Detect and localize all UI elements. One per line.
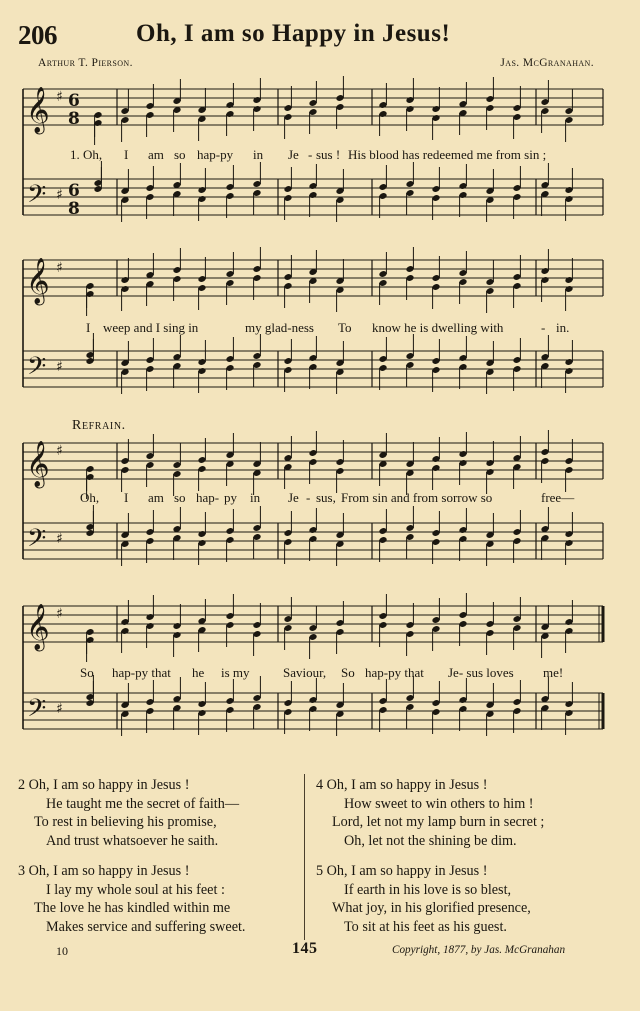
- lyric-syllable: so: [174, 147, 186, 162]
- verse-line: Oh, let not the shining be dim.: [344, 832, 517, 849]
- verse-line: 3 Oh, I am so happy in Jesus !: [18, 863, 190, 879]
- verse-3: [18, 862, 245, 936]
- lyric-syllable: To: [338, 320, 352, 335]
- time-signature: 6: [68, 91, 80, 111]
- lyric-syllable: Oh,: [80, 490, 100, 505]
- lyric-syllable: -: [306, 490, 311, 505]
- page-number: 145: [292, 940, 318, 957]
- lyric-syllable: in: [250, 490, 261, 505]
- time-signature: 8: [68, 109, 80, 129]
- verse-line: If earth in his love is so blest,: [344, 881, 512, 898]
- time-signature: 8: [68, 199, 80, 219]
- lyric-syllable: Je- sus loves: [448, 665, 514, 680]
- lyric-syllable: hap-py that: [365, 665, 424, 680]
- verse-line: 5 Oh, I am so happy in Jesus !: [316, 863, 488, 879]
- lyric-syllable: Saviour,: [283, 665, 327, 680]
- lyric-syllable: hap-py that: [112, 665, 171, 680]
- sharp-icon: ♯: [56, 359, 63, 375]
- lyric-syllable: hap-: [196, 490, 220, 505]
- lyric-syllable: -: [541, 320, 546, 335]
- lyric-syllable: So: [341, 665, 355, 680]
- lyric-syllable: sus,: [316, 490, 336, 505]
- lyric-syllable: Je: [288, 147, 299, 162]
- clef-icon: 𝄢: [27, 524, 47, 559]
- lyric-syllable: free—: [541, 490, 575, 505]
- lyric-syllable: know he is dwelling with: [372, 320, 504, 335]
- verse-line: The love he has kindled within me: [34, 900, 231, 917]
- lyric-syllable: I: [124, 490, 129, 505]
- lyric-syllable: so: [174, 490, 186, 505]
- sharp-icon: ♯: [56, 701, 63, 717]
- verse-line: To rest in believing his promise,: [34, 814, 217, 831]
- sharp-icon: ♯: [56, 606, 63, 622]
- tune-number: 10: [56, 944, 68, 958]
- clef-icon: 𝄢: [27, 694, 47, 729]
- verse-4: [316, 776, 544, 850]
- lyricist-credit: Arthur T. Pierson.: [38, 57, 133, 69]
- lyric-syllable: His blood has redeemed me from sin ;: [348, 147, 547, 162]
- lyric-syllable: 1. Oh,: [70, 147, 103, 162]
- lyric-syllable: I: [124, 147, 129, 162]
- lyric-syllable: -: [308, 147, 313, 162]
- lyric-syllable: me!: [543, 665, 564, 680]
- sharp-icon: ♯: [56, 187, 63, 203]
- verse-line: He taught me the secret of faith—: [46, 795, 240, 812]
- sharp-icon: ♯: [56, 443, 63, 459]
- lyric-syllable: From sin and from sorrow so: [341, 490, 493, 505]
- sharp-icon: ♯: [56, 89, 63, 105]
- sharp-icon: ♯: [56, 260, 63, 276]
- lyric-syllable: weep and I sing in: [103, 320, 199, 335]
- verse-5: [316, 862, 531, 936]
- verse-line: How sweet to win others to him !: [344, 795, 534, 812]
- lyric-syllable: py: [224, 490, 237, 505]
- copyright-notice: Copyright, 1877, by Jas. McGranahan: [392, 944, 566, 956]
- lyric-syllable: So: [80, 665, 94, 680]
- hymn-title: Oh, I am so Happy in Jesus!: [136, 20, 451, 47]
- verse-2: [18, 776, 239, 850]
- verse-line: What joy, in his glorified presence,: [332, 900, 531, 917]
- clef-icon: 𝄞: [26, 604, 50, 650]
- lyric-syllable: am: [148, 147, 164, 162]
- sharp-icon: ♯: [56, 531, 63, 547]
- verse-line: And trust whatsoever he saith.: [46, 832, 219, 849]
- composer-credit: Jas. McGranahan.: [500, 57, 594, 69]
- clef-icon: 𝄢: [27, 180, 47, 215]
- verse-line: Makes service and suffering sweet.: [46, 918, 246, 935]
- column-divider: [304, 774, 305, 940]
- clef-icon: 𝄞: [26, 441, 50, 487]
- lyric-syllable: I: [86, 320, 91, 335]
- lyric-syllable: hap-py: [197, 147, 234, 162]
- verse-line: Lord, let not my lamp burn in secret ;: [332, 814, 545, 831]
- clef-icon: 𝄞: [26, 258, 50, 304]
- time-signature: 6: [68, 181, 80, 201]
- verse-line: I lay my whole soul at his feet :: [46, 881, 225, 898]
- lyric-syllable: he: [192, 665, 205, 680]
- lyric-syllable: Je: [288, 490, 299, 505]
- refrain-label: Refrain.: [72, 418, 126, 433]
- verse-line: To sit at his feet as his guest.: [344, 918, 507, 935]
- verse-line: 4 Oh, I am so happy in Jesus !: [316, 777, 488, 793]
- clef-icon: 𝄢: [27, 352, 47, 387]
- lyric-syllable: in.: [556, 320, 570, 335]
- lyric-syllable: sus !: [316, 147, 341, 162]
- lyric-syllable: is my: [221, 665, 250, 680]
- lyric-syllable: am: [148, 490, 164, 505]
- lyric-syllable: my glad-ness: [245, 320, 314, 335]
- clef-icon: 𝄞: [26, 87, 50, 133]
- hymn-number: 206: [18, 20, 57, 50]
- verse-line: 2 Oh, I am so happy in Jesus !: [18, 777, 190, 793]
- lyric-syllable: in: [253, 147, 264, 162]
